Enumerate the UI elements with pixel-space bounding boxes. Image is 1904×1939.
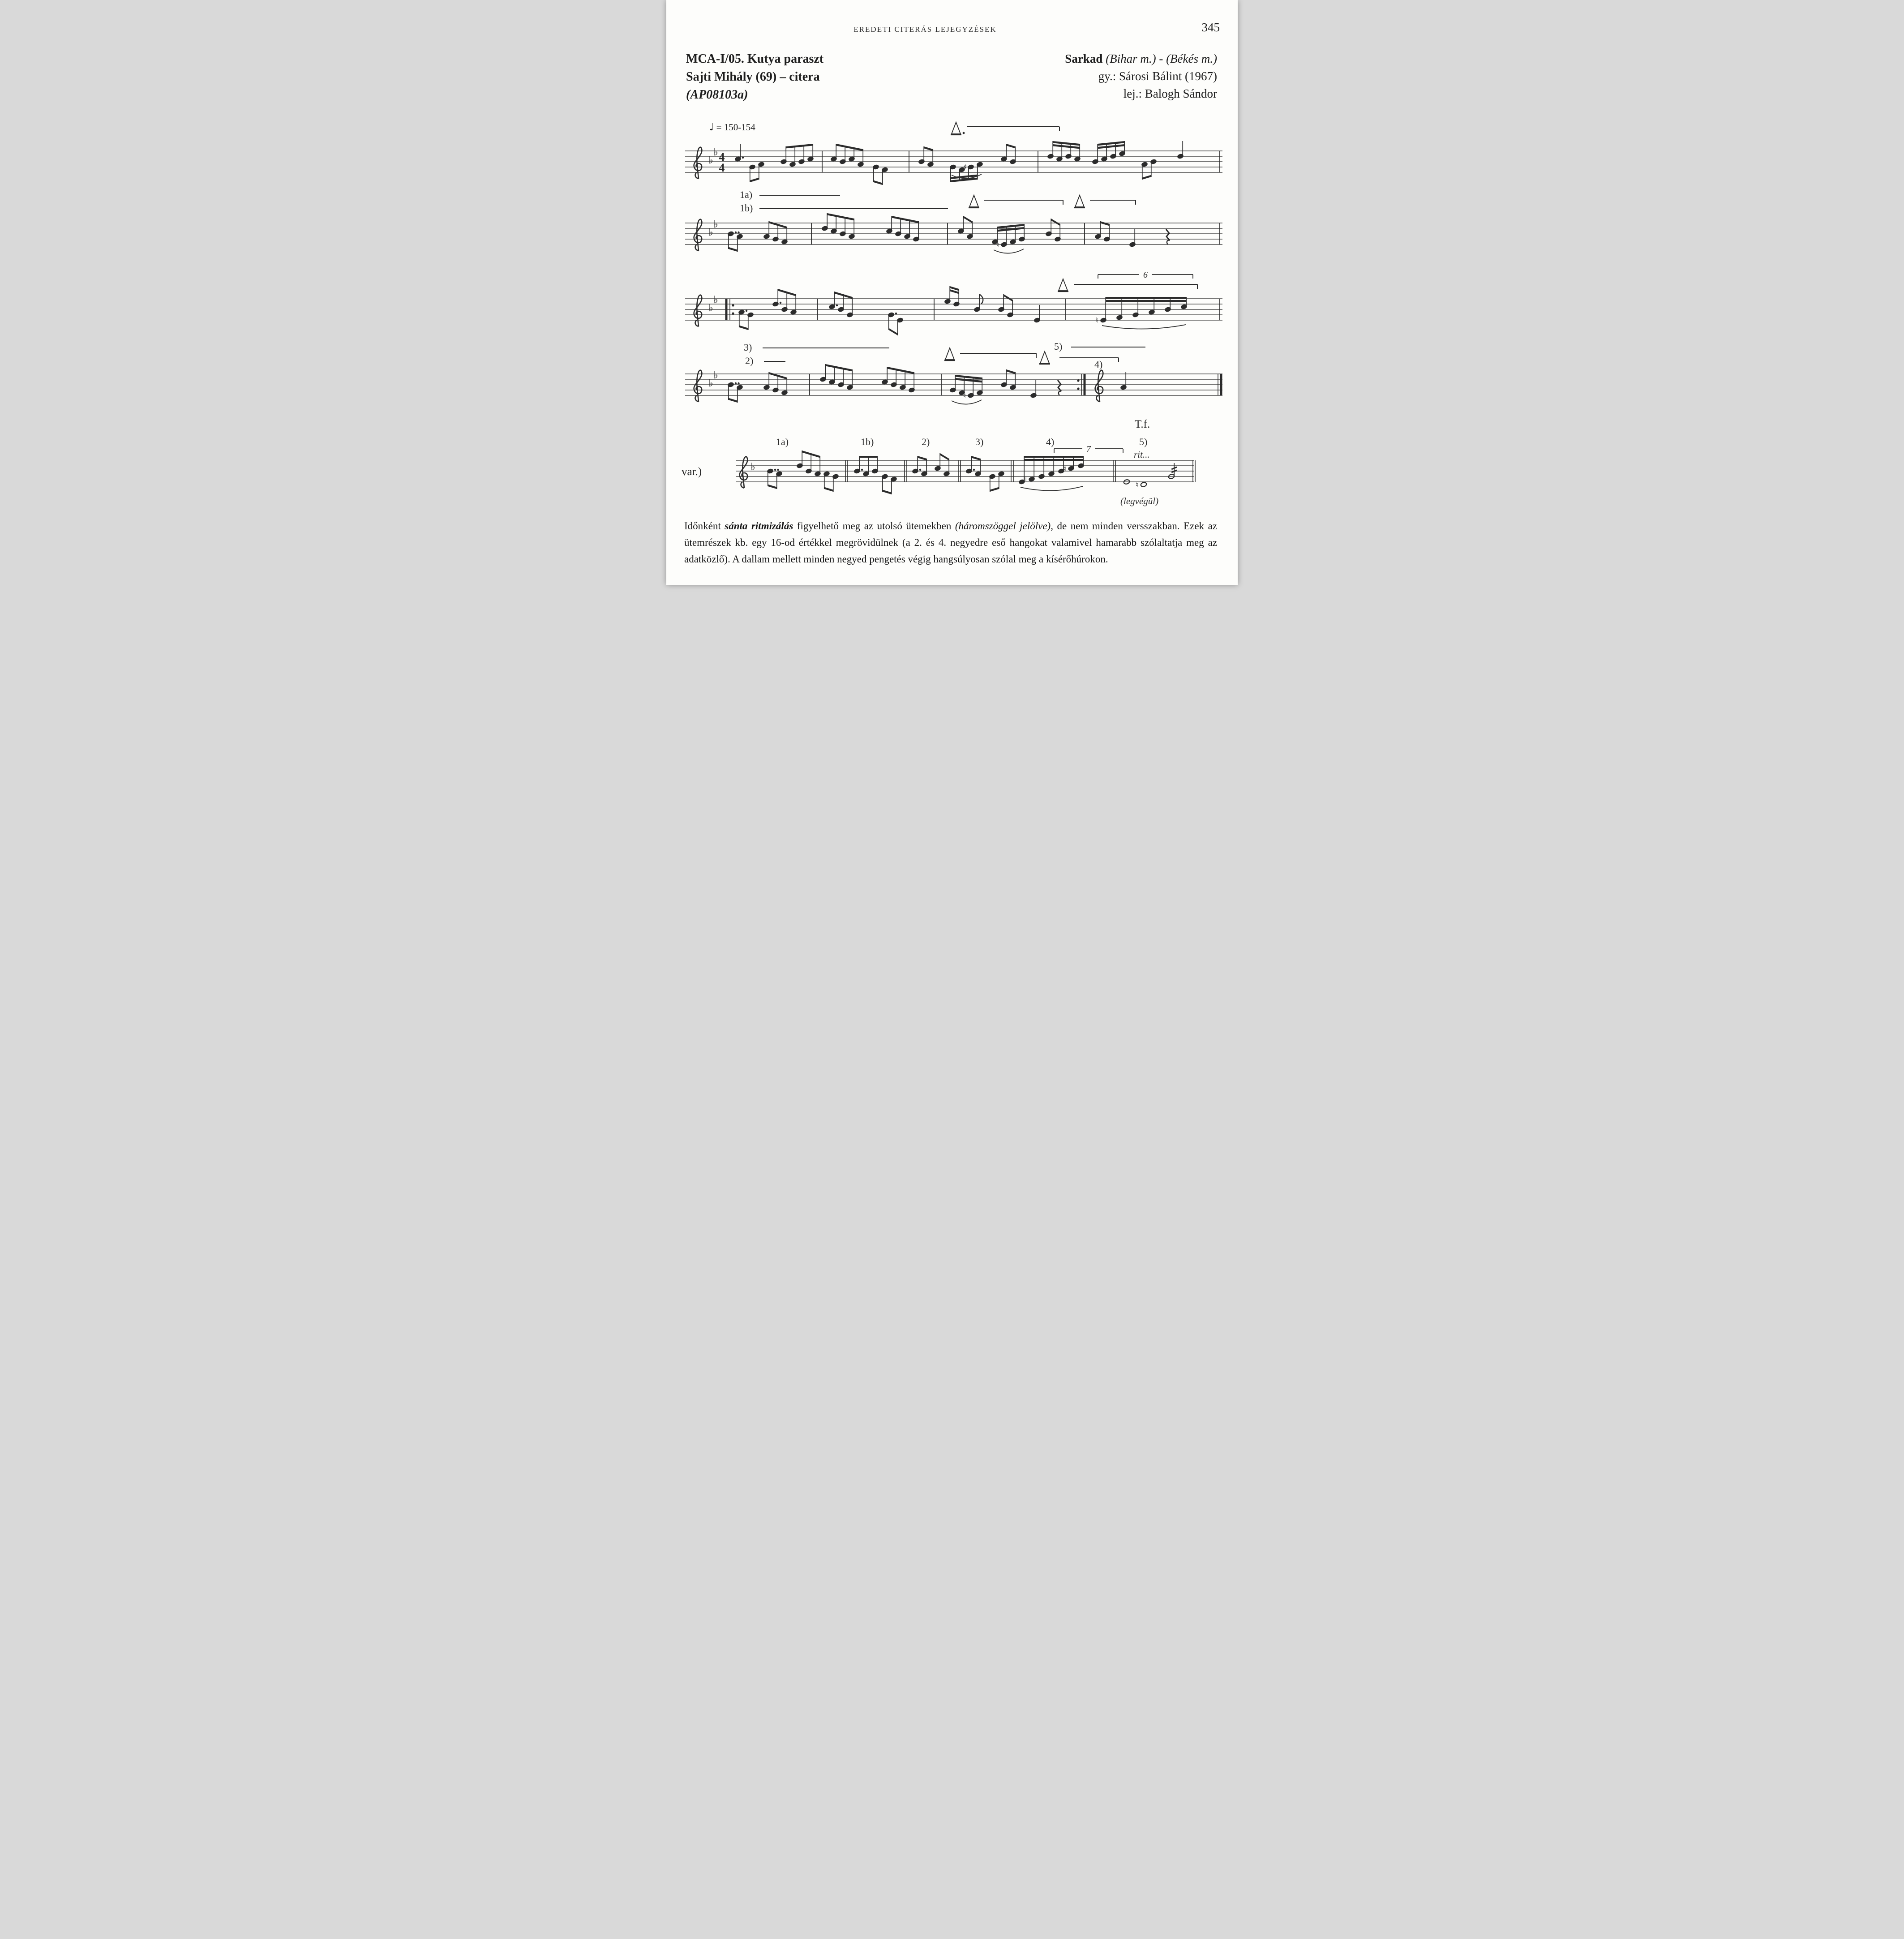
notation-system-2 xyxy=(682,188,1227,266)
svg-text:1b): 1b) xyxy=(740,202,753,214)
svg-text:♭: ♭ xyxy=(708,302,713,314)
footnote-segment: figyelhető meg az utolsó ütemekben xyxy=(793,520,955,532)
variation-label: var.) xyxy=(682,466,702,478)
svg-text:♭: ♭ xyxy=(713,146,718,158)
footnote-segment: sánta ritmizálás xyxy=(725,520,793,532)
notation-variation-system xyxy=(682,425,1227,517)
footnote-segment: Időnként xyxy=(684,520,725,532)
svg-text:♭: ♭ xyxy=(713,369,718,381)
svg-text:4): 4) xyxy=(1046,436,1055,447)
svg-text:rit...: rit... xyxy=(1134,449,1150,460)
svg-text:6: 6 xyxy=(1143,270,1148,280)
notation-system-1 xyxy=(682,116,1227,194)
svg-text:♮: ♮ xyxy=(1096,316,1099,325)
location-line: Sarkad (Bihar m.) - (Békés m.) xyxy=(1065,52,1217,65)
svg-text:♭: ♭ xyxy=(708,227,713,238)
quarter-note-icon: ♩ xyxy=(709,122,714,133)
piece-title-block xyxy=(686,50,823,103)
footnote-paragraph xyxy=(684,518,1217,567)
svg-text:♮: ♮ xyxy=(1024,475,1027,484)
footnote-segment: (háromszöggel jelölve) xyxy=(955,520,1051,532)
svg-text:1a): 1a) xyxy=(776,436,789,447)
provenance-block xyxy=(1065,50,1217,103)
svg-text:♮: ♮ xyxy=(1136,480,1139,489)
svg-text:T.f.: T.f. xyxy=(1135,418,1150,430)
svg-text:5): 5) xyxy=(1139,436,1148,447)
svg-text:♭: ♭ xyxy=(708,154,713,166)
svg-text:4: 4 xyxy=(719,161,725,174)
svg-text:4: 4 xyxy=(719,150,725,163)
svg-text:2): 2) xyxy=(922,436,930,447)
performer-line: Sajti Mihály (69) – citera xyxy=(686,69,820,84)
svg-text:♭: ♭ xyxy=(750,461,755,473)
svg-text:1b): 1b) xyxy=(861,436,874,447)
notation-system-4 xyxy=(682,339,1227,434)
scanned-book-page xyxy=(666,0,1238,585)
svg-text:♮: ♮ xyxy=(1063,464,1067,473)
svg-text:3): 3) xyxy=(975,436,984,447)
recording-id: (AP08103a) xyxy=(686,87,748,102)
svg-text:(legvégül): (legvégül) xyxy=(1120,496,1159,506)
svg-text:5): 5) xyxy=(1054,341,1063,352)
footnote-segment: , de nem minden versszakban. Ezek az ütemrészek kb. egy 16-od értékkel megrövidülnek (a 2. és 4. negyedre eső hangokat valamivel hamarabb szólaltatja meg az adatközlő). A dallam mellett minden negyed pengetés végig hangsúlyosan szólal meg a kísérőhúrokon. xyxy=(684,520,1217,565)
running-header: EREDETI CITERÁS LEJEGYZÉSEK xyxy=(853,25,997,34)
svg-text:1a): 1a) xyxy=(740,189,753,200)
svg-text:♮: ♮ xyxy=(996,240,999,249)
svg-text:4): 4) xyxy=(1094,359,1103,370)
svg-text:♯: ♯ xyxy=(963,163,967,172)
page-number: 345 xyxy=(1201,21,1220,34)
svg-text:♭: ♭ xyxy=(708,378,713,389)
svg-text:7: 7 xyxy=(1086,444,1091,454)
collector-line: gy.: Sárosi Bálint (1967) xyxy=(1098,69,1217,83)
notation-system-3 xyxy=(682,264,1227,344)
svg-text:3): 3) xyxy=(744,342,752,353)
svg-text:♭: ♭ xyxy=(713,294,718,306)
svg-text:2): 2) xyxy=(745,355,754,366)
transcriber-line: lej.: Balogh Sándor xyxy=(1123,87,1217,101)
tempo-value: = 150-154 xyxy=(716,122,755,133)
svg-text:♭: ♭ xyxy=(713,219,718,230)
svg-text:♮: ♮ xyxy=(963,391,966,400)
piece-title: MCA-I/05. Kutya paraszt xyxy=(686,52,824,66)
